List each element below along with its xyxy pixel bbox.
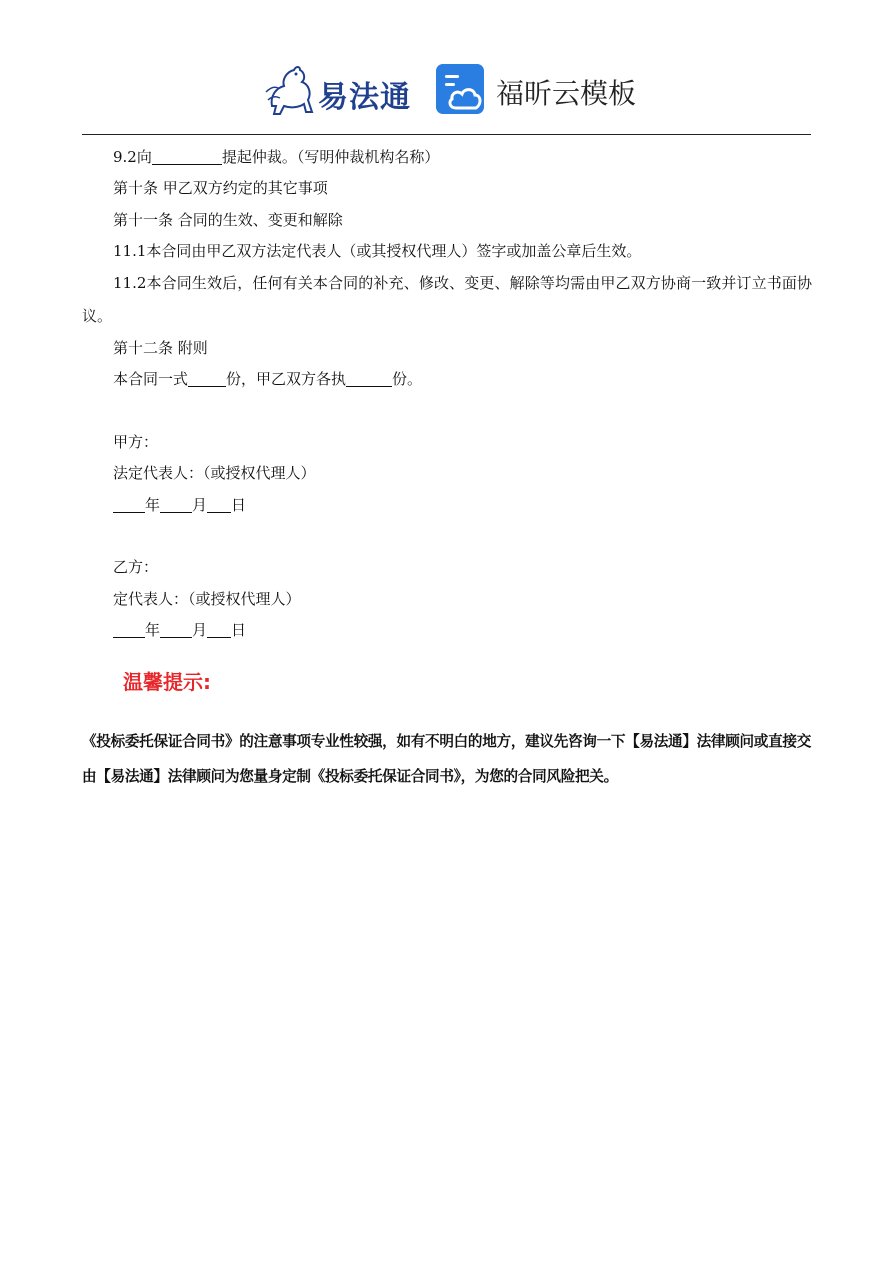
yifatong-logo-text: 易法通 <box>318 80 411 115</box>
clause-11-2: 11.2本合同生效后，任何有关本合同的补充、修改、变更、解除等均需由甲乙双方协商一致并订立书面协议。 <box>82 274 812 326</box>
copies-each-blank <box>346 368 392 387</box>
page-header <box>0 58 893 124</box>
party-b-date: 年 月 日 <box>82 615 812 646</box>
copies-suffix: 份。 <box>392 370 423 389</box>
tip-title: 温馨提示: <box>123 670 211 694</box>
contract-body <box>82 142 812 646</box>
foxit-template-logo <box>436 64 636 118</box>
party-a-representative: 法定代表人：（或授权代理人） <box>113 464 316 483</box>
foxit-template-logo-text: 福昕云模板 <box>496 77 637 110</box>
yifatong-logo <box>262 62 422 120</box>
copies-total-blank <box>188 368 226 387</box>
clause-11-heading: 第十一条 合同的生效、变更和解除 <box>113 210 343 229</box>
clause-9-2-prefix: 9.2向 <box>113 148 152 166</box>
copies-prefix: 本合同一式 <box>113 370 189 389</box>
party-b-representative: 定代表人：（或授权代理人） <box>113 589 301 608</box>
horse-icon <box>262 62 322 120</box>
party-a-label: 甲方： <box>113 433 159 452</box>
clause-11-1: 11.1本合同由甲乙双方法定代表人（或其授权代理人）签字或加盖公章后生效。 <box>113 241 642 260</box>
cloud-document-icon <box>436 64 486 114</box>
tip-text: 《投标委托保证合同书》的注意事项专业性较强，如有不明白的地方，建议先咨询一下【易法通】法律顾问或直接交由【易法通】法律顾问为您量身定制《投标委托保证合同书》，为您的合同风险把关。 <box>82 733 811 785</box>
party-b-label: 乙方： <box>113 558 159 577</box>
copies-clause <box>82 364 812 395</box>
clause-12-heading: 第十二条 附则 <box>113 339 208 358</box>
copies-middle: 份，甲乙双方各执 <box>226 370 347 389</box>
clause-10-heading: 第十条 甲乙双方约定的其它事项 <box>113 179 328 198</box>
clause-9-2 <box>82 142 812 173</box>
clause-9-2-suffix: 提起仲裁。（写明仲裁机构名称） <box>221 148 440 166</box>
arbitration-blank <box>152 146 222 165</box>
party-a-date: 年 月 日 <box>82 490 812 521</box>
header-divider <box>82 134 811 135</box>
